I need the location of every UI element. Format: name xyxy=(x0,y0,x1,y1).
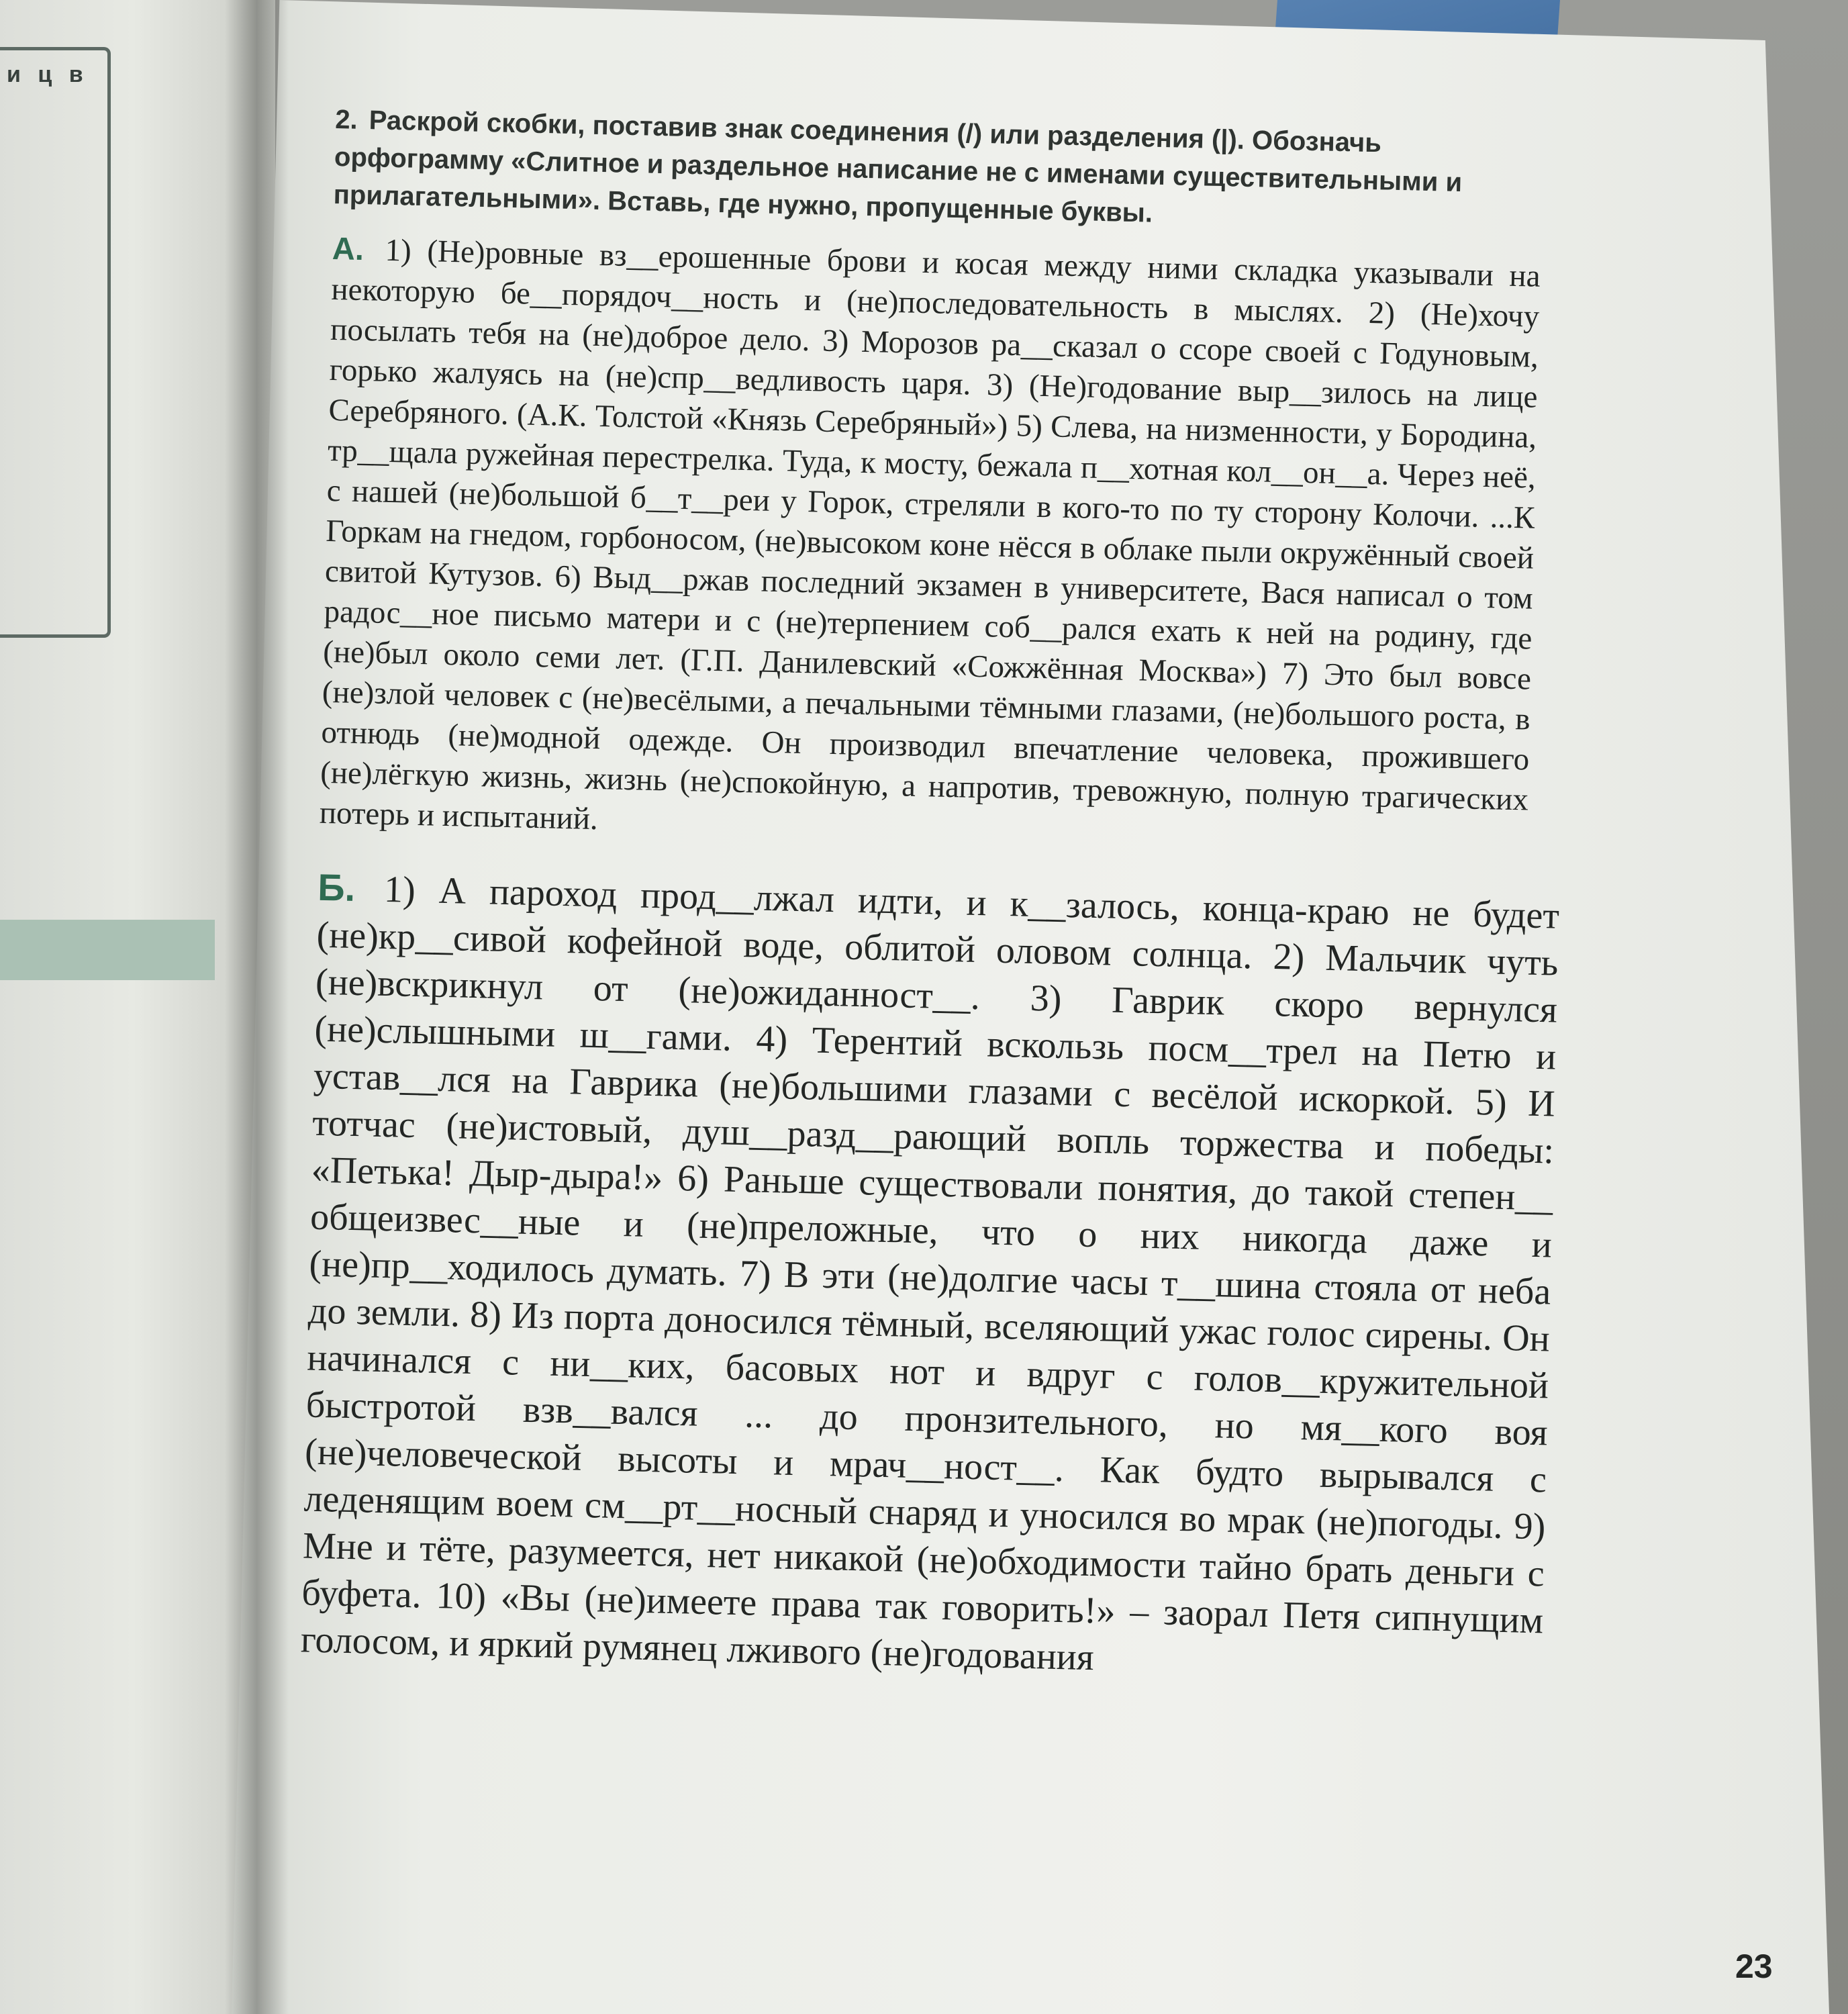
book-spine xyxy=(225,0,289,2014)
section-a xyxy=(319,228,1541,861)
task-instruction: Раскрой скобки, поставив знак соединения (/) или разделения (|). Обозначь орфограмму «Слитное и раздельное написание не с именами существительными и прилагательными». Вставь, где нужно, пропущенные буквы. xyxy=(333,105,1463,228)
left-page-stripe xyxy=(0,920,215,980)
exercise-text xyxy=(300,101,1560,1690)
section-b-label: Б. xyxy=(317,865,356,909)
section-a-text: 1) (Не)ровные вз__ерошенные брови и косая между ними складка указывали на некоторую бе__порядоч__ность и (не)последовательность в мыслях. 2) (Не)хочу посылать тебя на (не)доброе дело. 3) Морозов ра__сказал о ссоре своей с Годуновым, горько жалуясь на (не)спр__ведливость царя. 3) (Не)годование выр__зилось на лице Серебряного. (А.К. Толстой «Князь Серебряный») 5) Слева, на низменности, у Бородина, тр__щала ружейная перестрелка. Туда, к мосту, бежала п__хотная кол__он__а. Через неё, с нашей (не)большой б__т__реи у Горок, стреляли в кого-то по ту сторону Колочи. ...К Горкам на гнедом, горбоносом, (не)высоком коне нёсся в облаке пыли окружённый своей свитой Кутузов. 6) Выд__ржав последний экзамен в университете, Вася написал о том радос__ное письмо матери и с (не)терпением соб__рался ехать к ней на родину, где (не)был около семи лет. (Г.П. Данилевский «Сожжённая Москва») 7) Это был вовсе (не)злой человек с (не)весёлыми, а печальными тёмными глазами, (не)большого роста, в отнюдь (не)модной одежде. Он производил впечатление человека, прожившего (не)лёгкую жизнь, жизнь (не)спокойную, а напротив, тревожную, полную трагических потерь и испытаний. xyxy=(319,232,1541,837)
section-a-label: А. xyxy=(332,230,364,267)
section-b-text: 1) А пароход прод__лжал идти, и к__залось, конца-краю не будет (не)кр__сивой кофейной воде, облитой оловом солнца. 2) Мальчик чуть (не)вскрикнул от (не)ожиданност__. 3) Гаврик скоро вернулся (не)слышными ш__гами. 4) Терентий вскользь посм__трел на Петю и устав__лся на Гаврика (не)большими глазами с весёлой искоркой. 5) И тотчас (не)истовый, душ__разд__рающий вопль торжества и победы: «Петька! Дыр-дыра!» 6) Раньше существовали понятия, до такой степен__ общеизвес__ные и (не)преложные, что о них никогда даже и (не)пр__ходилось думать. 7) В эти (не)долгие часы т__шина стояла от неба до земли. 8) Из порта доносился тёмный, вселяющий ужас голос сирены. Он начинался с ни__ких, басовых нот и вдруг с голов__кружительной быстротой взв__вался ... до пронзительного, но мя__кого воя (не)человеческой высоты и мрач__ност__. Как будто вырывался с леденящим воем см__рт__носный снаряд и уносился во мрак (не)погоды. 9) Мне и тёте, разумеется, нет никакой (не)обходимости тайно брать деньги с буфета. 10) «Вы (не)имеете права так говорить!» – заорал Петя сипнущим голосом, и яркий румянец лживого (не)годования xyxy=(300,868,1560,1679)
task-number: 2. xyxy=(334,104,358,135)
page-number: 23 xyxy=(1735,1948,1773,1985)
left-page-frame xyxy=(0,47,111,638)
section-b xyxy=(300,864,1560,1692)
left-page-header: и ц в xyxy=(7,62,89,87)
